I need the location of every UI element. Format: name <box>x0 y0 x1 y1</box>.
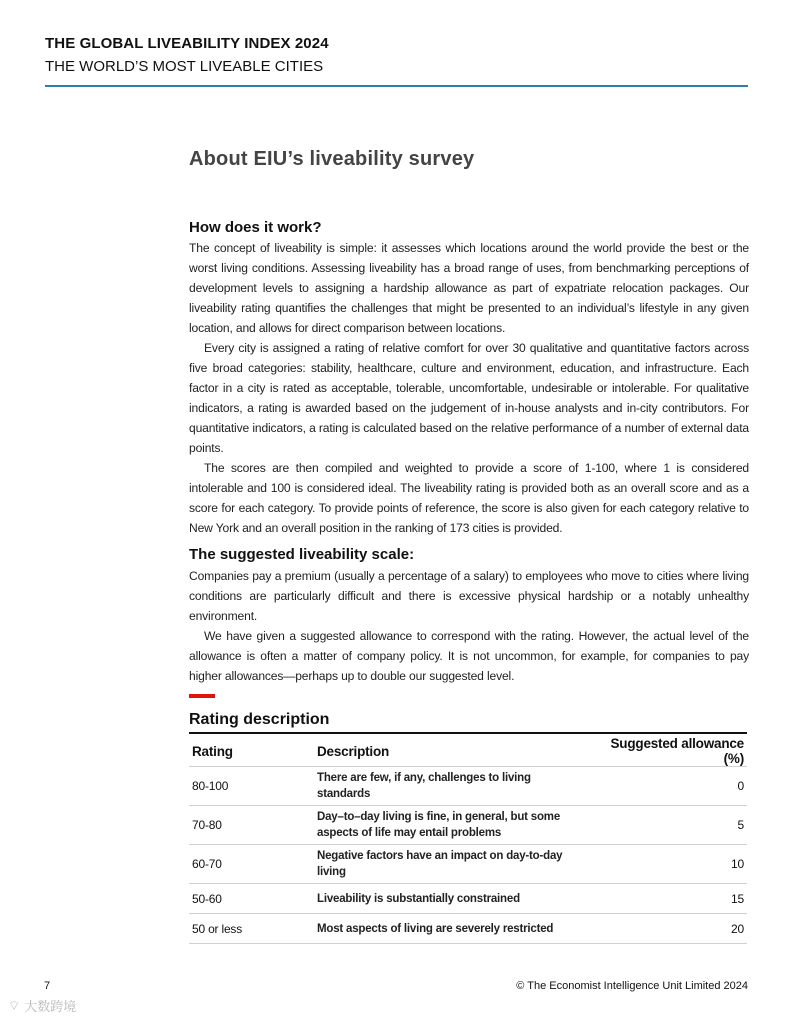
allowance-cell: 5 <box>584 806 747 845</box>
liveability-scale-heading: The suggested liveability scale: <box>189 546 415 563</box>
table-row <box>189 914 747 944</box>
report-title: THE GLOBAL LIVEABILITY INDEX 2024 <box>45 35 329 52</box>
report-subtitle: THE WORLD’S MOST LIVEABLE CITIES <box>45 58 324 75</box>
table-top-rule <box>189 732 747 734</box>
description-column-header: Description <box>314 736 584 767</box>
page-number: 7 <box>44 980 51 992</box>
description-cell: There are few, if any, challenges to living standards <box>314 767 584 806</box>
description-cell: Negative factors have an impact on day-to-day living <box>314 845 584 884</box>
allowance-cell: 10 <box>584 845 747 884</box>
rating-cell: 50-60 <box>189 884 314 914</box>
table-row <box>189 845 747 884</box>
table-header-row <box>189 736 747 767</box>
liveability-scale-body <box>189 566 749 686</box>
description-cell: Most aspects of living are severely restricted <box>314 914 584 944</box>
allowance-cell: 0 <box>584 767 747 806</box>
how-it-works-heading: How does it work? <box>189 219 322 236</box>
rating-cell: 80-100 <box>189 767 314 806</box>
paragraph: Every city is assigned a rating of relative comfort for over 30 qualitative and quantitative factors across five broad categories: stability, healthcare, culture and environment, education, and infrastructure. Each factor in a city is rated as acceptable, tolerable, uncomfortable, undesirable or intolerable. For qualitative indicators, a rating is awarded based on the judgement of in-house analysts and in-city contributors. For quantitative indicators, a rating is calculated based on the relative performance of a number of external data points. <box>189 341 749 455</box>
allowance-column-header: Suggested allowance (%) <box>584 736 747 767</box>
table-row <box>189 767 747 806</box>
how-it-works-body <box>189 238 749 538</box>
section-title: About EIU’s liveability survey <box>189 148 475 170</box>
allowance-cell: 15 <box>584 884 747 914</box>
paragraph: The scores are then compiled and weighted to provide a score of 1-100, where 1 is considered intolerable and 100 is considered ideal. The liveability rating is provided both as an overall score and as a score for each category. To provide points of reference, the score is also given for each category relative to New York and an overall position in the ranking of 173 cities is provided. <box>189 461 749 535</box>
red-accent-bar <box>189 694 215 698</box>
paragraph: The concept of liveability is simple: it assesses which locations around the world provide the best or the worst living conditions. Assessing liveability has a broad range of uses, from benchmarking perceptions of development levels to assigning a hardship allowance as part of expatriate relocation packages. Our liveability rating quantifies the challenges that might be presented to an individual’s lifestyle in any given location, and allows for direct comparison between locations. <box>189 241 749 335</box>
copyright-notice: © The Economist Intelligence Unit Limited 2024 <box>516 980 748 992</box>
description-cell: Day–to–day living is fine, in general, but some aspects of life may entail problems <box>314 806 584 845</box>
watermark-text: 大数跨境 <box>24 999 77 1014</box>
description-cell: Liveability is substantially constrained <box>314 884 584 914</box>
table-row <box>189 806 747 845</box>
rating-cell: 60-70 <box>189 845 314 884</box>
table-title: Rating description <box>189 711 330 728</box>
rating-column-header: Rating <box>189 736 314 767</box>
header-divider <box>45 85 748 87</box>
table-row <box>189 884 747 914</box>
rating-cell: 50 or less <box>189 914 314 944</box>
report-header <box>45 34 748 77</box>
paragraph: Companies pay a premium (usually a percentage of a salary) to employees who move to cities where living conditions are particularly difficult and there is excessive physical hardship or a notably unhealthy environment. <box>189 569 749 623</box>
watermark <box>8 996 76 1015</box>
rating-cell: 70-80 <box>189 806 314 845</box>
allowance-cell: 20 <box>584 914 747 944</box>
paragraph: We have given a suggested allowance to correspond with the rating. However, the actual level of the allowance is often a matter of company policy. It is not uncommon, for example, for companies to pay higher allowances—perhaps up to double our suggested level. <box>189 629 749 683</box>
rating-table <box>189 736 747 944</box>
wifi-logo-icon: ⌔ <box>8 997 21 1013</box>
